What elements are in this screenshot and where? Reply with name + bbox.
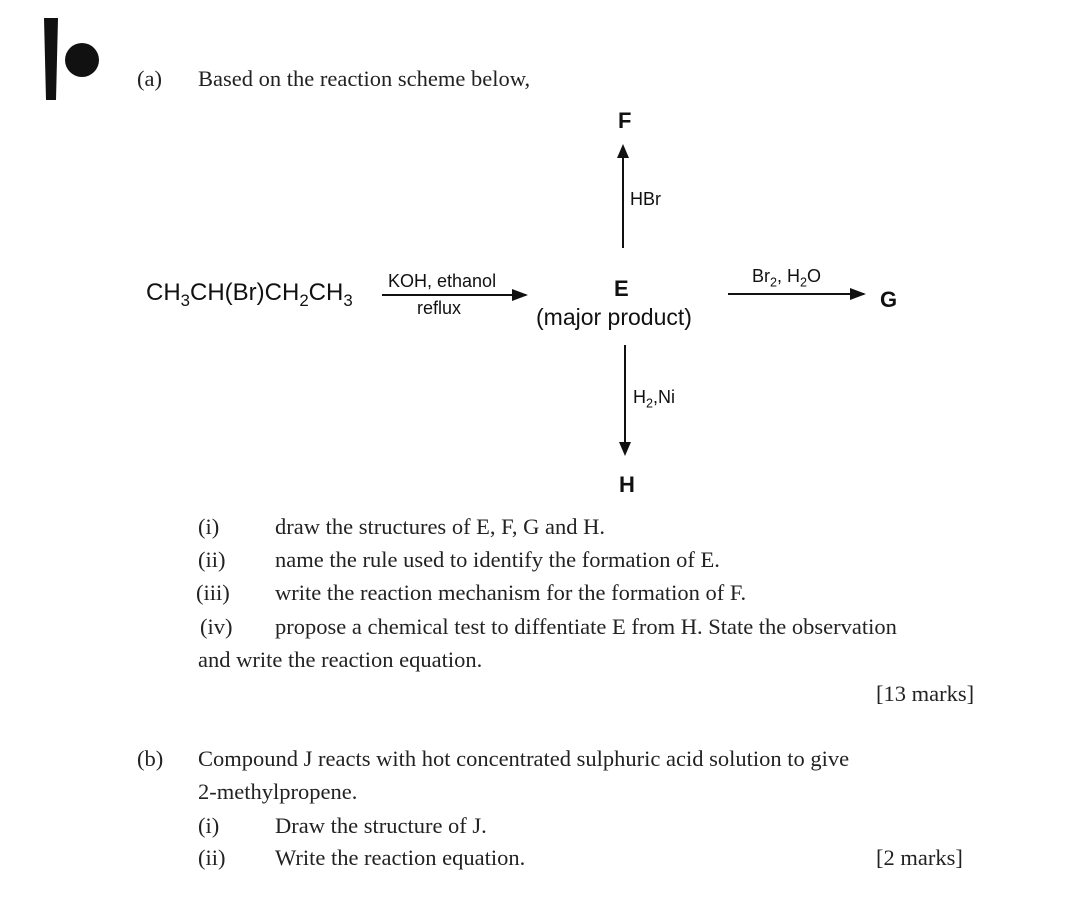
arrow-to-g <box>728 293 864 295</box>
arrow-to-e <box>382 294 526 296</box>
marks-part-b: [2 marks] <box>876 845 963 870</box>
question-a-iii-text: write the reaction mechanism for the formation of F. <box>275 580 747 605</box>
part-a-intro: Based on the reaction scheme below, <box>198 66 531 91</box>
reagent-h2-ni: $H_2,Ni$ <box>633 387 676 411</box>
question-a-i-text: draw the structures of E, F, G and H. <box>275 514 605 539</box>
reagent-br2-h2o: $Br_2$, $H_2O$ <box>752 266 822 290</box>
question-a-iv-text: propose a chemical test to diffentiate E from H. State the observation <box>275 614 897 639</box>
question-b-i-text: Draw the structure of J. <box>275 813 487 838</box>
question-a-ii-text: name the rule used to identify the formation of E. <box>275 547 720 572</box>
reagent-reflux: reflux <box>417 298 462 318</box>
reagent-koh-ethanol: KOH, ethanol <box>388 271 497 291</box>
arrow-down-to-h <box>624 345 626 452</box>
product-h: H <box>619 472 635 497</box>
part-b-label: (b) <box>137 746 164 771</box>
reactant-formula: $CH_3CH(Br)CH_2CH_3$ <box>146 279 353 310</box>
question-b-ii-text: Write the reaction equation. <box>275 845 526 870</box>
product-e: E <box>614 276 629 301</box>
question-a-iv-continuation: and write the reaction equation. <box>198 647 483 672</box>
reagent-hbr: HBr <box>630 189 661 209</box>
question-a-i-num: (i) <box>198 514 220 539</box>
part-b-intro-line2: 2-methylpropene. <box>198 779 358 804</box>
part-b-intro-line1: Compound J reacts with hot concentrated sulphuric acid solution to give <box>198 746 850 771</box>
arrow-up-to-f <box>622 148 624 248</box>
product-f: F <box>618 108 632 133</box>
product-g: G <box>880 287 898 312</box>
question-a-ii-num: (ii) <box>198 547 226 572</box>
part-a-label: (a) <box>137 66 162 91</box>
major-product-note: (major product) <box>536 304 692 330</box>
question-a-iv-num: (iv) <box>200 614 233 639</box>
marks-part-a: [13 marks] <box>876 681 975 706</box>
question-b-i-num: (i) <box>198 813 220 838</box>
question-a-iii-num: (iii) <box>196 580 230 605</box>
question-b-ii-num: (ii) <box>198 845 226 870</box>
